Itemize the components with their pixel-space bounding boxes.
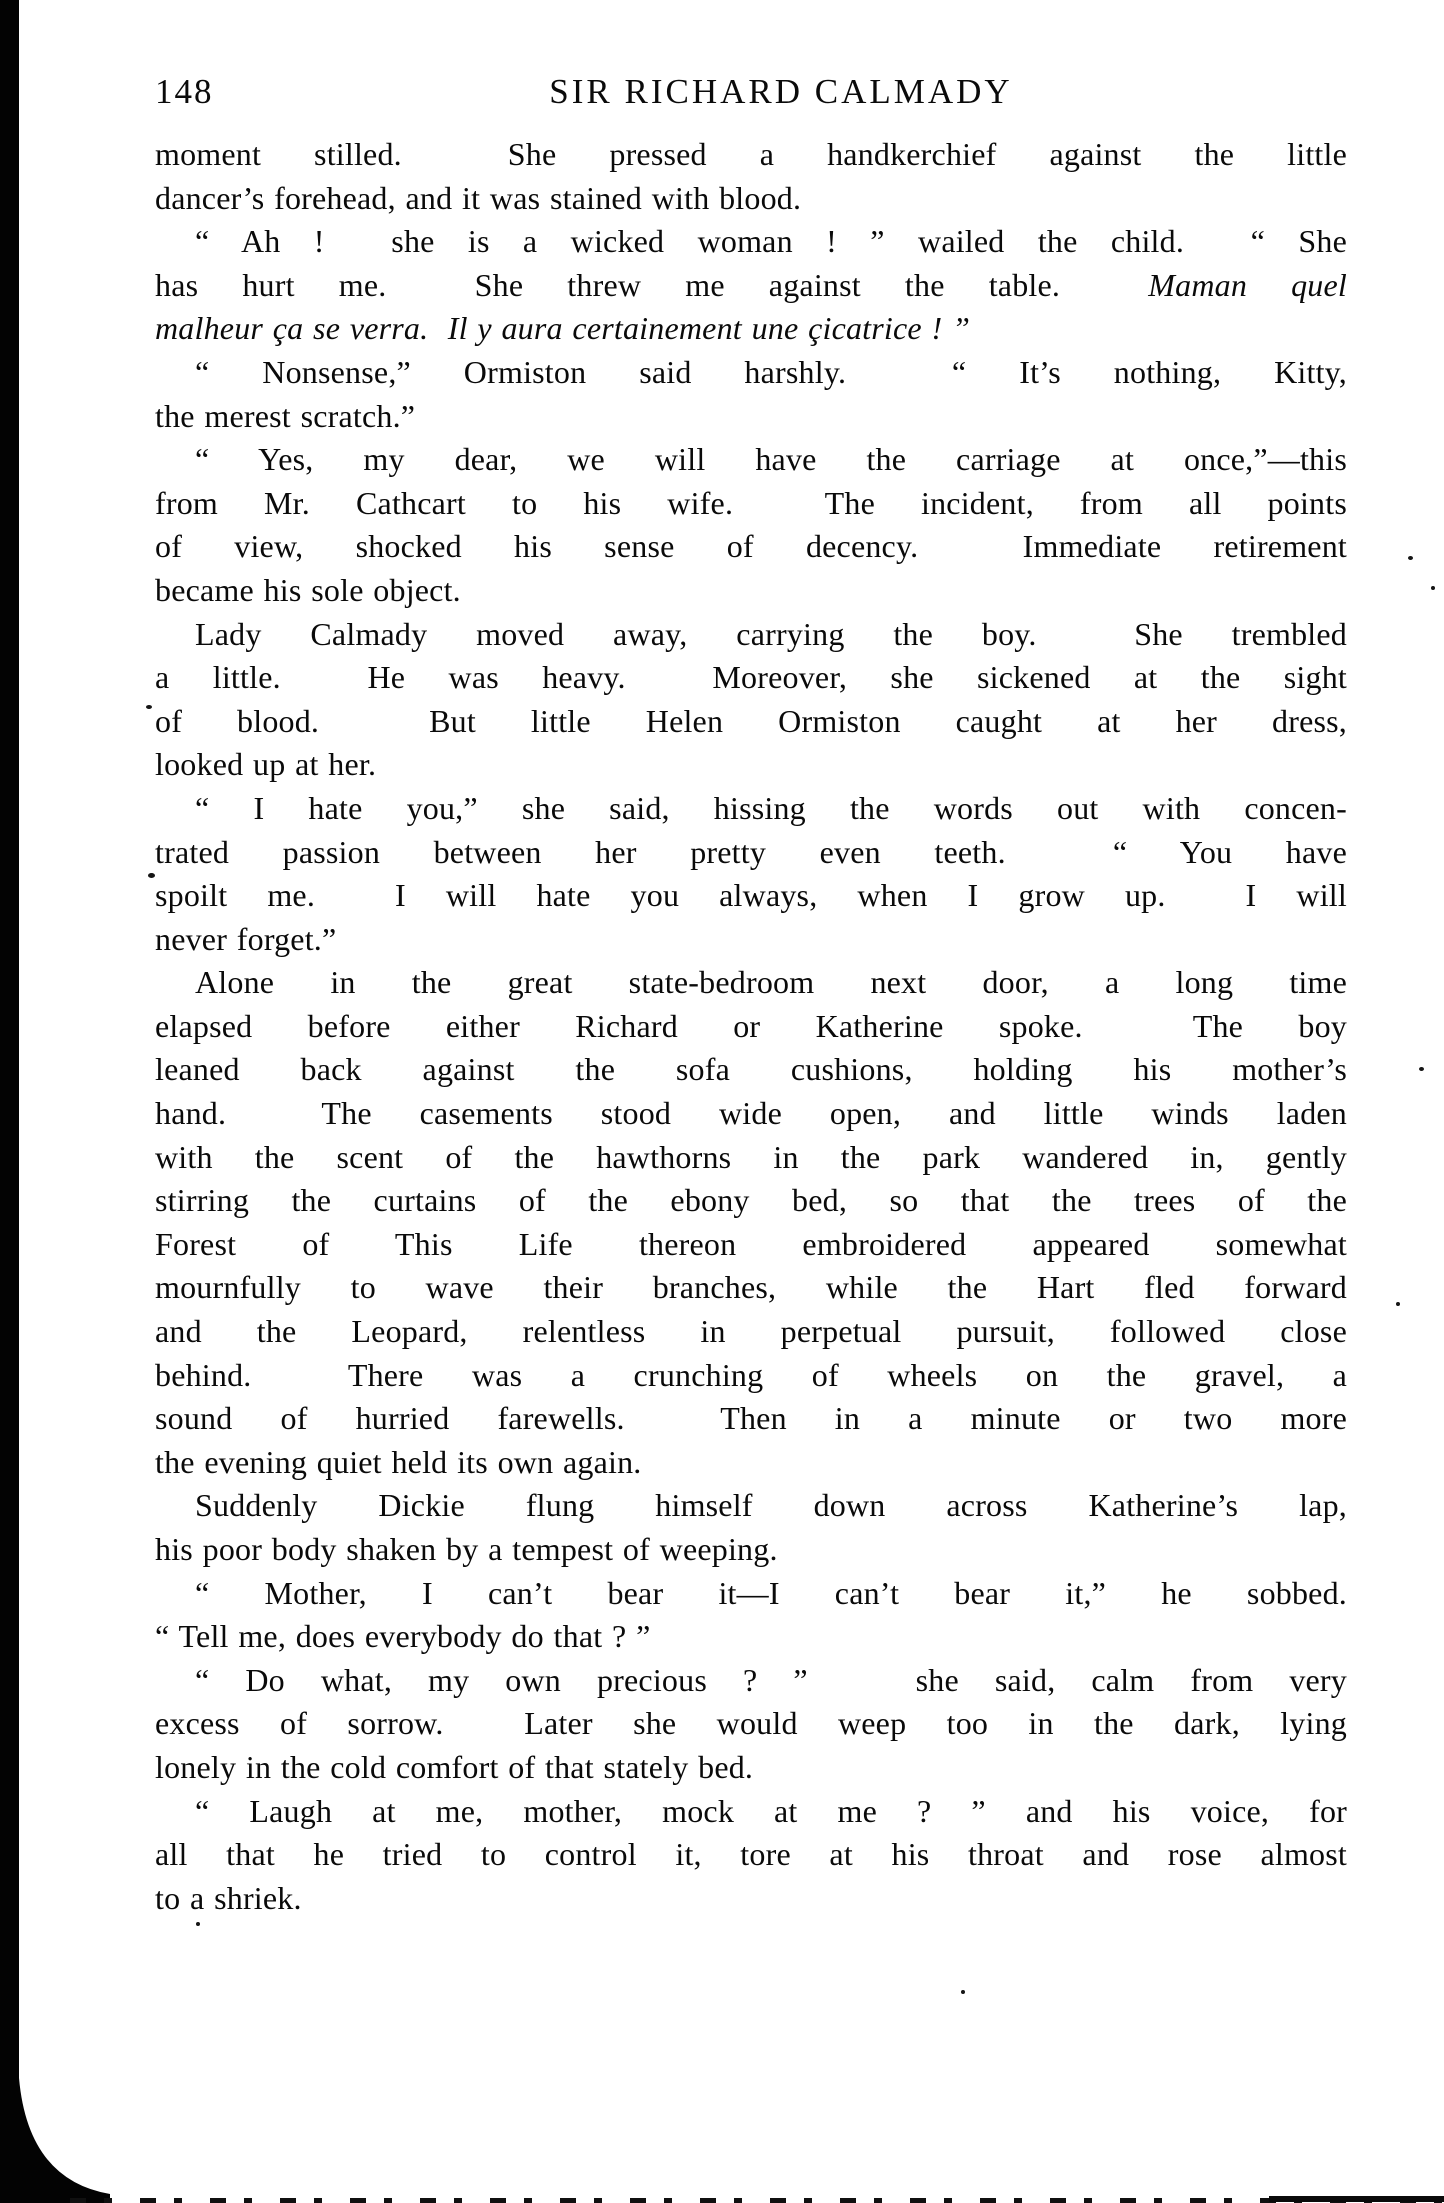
text-line: [155, 1136, 1347, 1180]
text-line: [155, 177, 1347, 221]
text-segment: spoilt me. I will hate you always, when I grow up. I will: [155, 877, 1347, 914]
text-segment: to a shriek.: [155, 1879, 302, 1916]
text-segment: from Mr. Cathcart to his wife. The incident, from all points: [155, 484, 1347, 521]
text-line: [155, 1746, 1347, 1790]
text-segment: and the Leopard, relentless in perpetual pursuit, followed close: [155, 1313, 1347, 1350]
scan-speck: [146, 705, 152, 709]
scan-edge-noise: [70, 2198, 1444, 2203]
text-segment: excess of sorrow. Later she would weep too in the dark, lying: [155, 1705, 1347, 1742]
scan-speck: [961, 1990, 965, 1994]
text-line: [155, 351, 1347, 395]
text-segment: mournfully to wave their branches, while the Hart fled forward: [155, 1269, 1347, 1306]
text-line: [155, 1223, 1347, 1267]
text-segment: a little. He was heavy. Moreover, she sickened at the sight: [155, 659, 1347, 696]
text-line: [155, 1702, 1347, 1746]
text-segment: trated passion between her pretty even teeth. “ You have: [155, 833, 1347, 870]
text-segment: dancer’s forehead, and it was stained with blood.: [155, 179, 802, 216]
text-line: [155, 1048, 1347, 1092]
scan-speck: [1396, 1302, 1400, 1306]
text-line: [155, 1877, 1347, 1921]
text-segment: “ I hate you,” she said, hissing the words out with concen-: [195, 789, 1347, 826]
scan-speck: [196, 1922, 200, 1926]
text-line: [155, 1615, 1347, 1659]
scan-speck: [1419, 1067, 1424, 1071]
text-line: [155, 1005, 1347, 1049]
text-line: [155, 1790, 1347, 1834]
text-segment: the evening quiet held its own again.: [155, 1443, 642, 1480]
text-line: [155, 743, 1347, 787]
text-segment: lonely in the cold comfort of that stately bed.: [155, 1748, 754, 1785]
scan-speck: [1408, 556, 1413, 560]
text-line: [155, 1310, 1347, 1354]
text-line: [155, 395, 1347, 439]
text-line: [155, 525, 1347, 569]
text-segment: elapsed before either Richard or Katherine spoke. The boy: [155, 1007, 1347, 1044]
text-segment: “ Yes, my dear, we will have the carriage at once,”—this: [195, 441, 1347, 478]
text-line: [155, 264, 1347, 308]
text-line: [155, 1354, 1347, 1398]
text-segment: became his sole object.: [155, 571, 461, 608]
text-segment: leaned back against the sofa cushions, holding his mother’s: [155, 1051, 1347, 1088]
text-line: [155, 961, 1347, 1005]
page-header: [155, 72, 1347, 118]
text-line: [155, 1397, 1347, 1441]
text-line: [155, 1528, 1347, 1572]
text-segment: never forget.”: [155, 920, 337, 957]
binding-corner-shadow: [0, 2078, 110, 2203]
text-line: [155, 918, 1347, 962]
text-segment: Suddenly Dickie flung himself down across Katherine’s lap,: [195, 1487, 1347, 1524]
text-segment: all that he tried to control it, tore at his throat and rose almost: [155, 1836, 1347, 1873]
text-segment: “ Ah ! she is a wicked woman ! ” wailed the child. “ She: [195, 223, 1347, 260]
text-line: [155, 1179, 1347, 1223]
page-number: 148: [155, 72, 214, 111]
text-line: [155, 656, 1347, 700]
text-line: [155, 1659, 1347, 1703]
text-segment: “ Mother, I can’t bear it—I can’t bear it,” he sobbed.: [195, 1574, 1347, 1611]
text-line: [155, 831, 1347, 875]
text-segment: of blood. But little Helen Ormiston caught at her dress,: [155, 702, 1347, 739]
text-segment: Lady Calmady moved away, carrying the boy. She trembled: [195, 615, 1347, 652]
text-segment: his poor body shaken by a tempest of weeping.: [155, 1531, 778, 1567]
text-block: [155, 133, 1347, 1920]
text-line: [155, 700, 1347, 744]
text-segment: stirring the curtains of the ebony bed, so that the trees of the: [155, 1182, 1347, 1219]
text-segment: Forest of This Life thereon embroidered appeared somewhat: [155, 1225, 1347, 1262]
text-segment: of view, shocked his sense of decency. Immediate retirement: [155, 528, 1347, 565]
text-line: [155, 220, 1347, 264]
text-segment: sound of hurried farewells. Then in a minute or two more: [155, 1400, 1347, 1437]
text-line: [155, 1266, 1347, 1310]
text-segment: moment stilled. She pressed a handkerchief against the little: [155, 136, 1347, 172]
text-line: [155, 569, 1347, 613]
text-segment: “ Do what, my own precious ? ” she said, calm from very: [195, 1661, 1347, 1698]
text-line: [155, 787, 1347, 831]
text-segment: behind. There was a crunching of wheels on the gravel, a: [155, 1356, 1347, 1393]
text-line: [155, 1833, 1347, 1877]
text-line: [155, 1092, 1347, 1136]
binding-shadow-edge: [0, 0, 19, 2203]
text-line: [155, 482, 1347, 526]
text-segment-italic: Maman quel: [1148, 266, 1348, 303]
running-title: SIR RICHARD CALMADY: [549, 72, 1013, 111]
text-line: [155, 1441, 1347, 1485]
text-segment: “ Tell me, does everybody do that ? ”: [155, 1618, 651, 1655]
text-segment: “ Nonsense,” Ormiston said harshly. “ It’s nothing, Kitty,: [195, 353, 1347, 390]
text-segment: has hurt me. She threw me against the table.: [155, 266, 1149, 303]
text-line: [155, 438, 1347, 482]
text-line: [155, 133, 1347, 177]
text-segment: with the scent of the hawthorns in the park wandered in, gently: [155, 1138, 1347, 1175]
text-line: [155, 613, 1347, 657]
text-segment: looked up at her.: [155, 746, 377, 783]
text-line: [155, 307, 1347, 351]
text-segment: the merest scratch.”: [155, 397, 416, 434]
scan-edge-noise-solid: [1269, 2196, 1444, 2202]
scan-speck: [1431, 586, 1435, 590]
text-segment: Alone in the great state-bedroom next door, a long time: [195, 964, 1347, 1001]
text-segment: hand. The casements stood wide open, and little winds laden: [155, 1095, 1347, 1132]
text-line: [155, 1572, 1347, 1616]
text-line: [155, 874, 1347, 918]
text-segment-italic: malheur ça se verra. Il y aura certainement une çicatrice ! ”: [155, 310, 971, 347]
text-segment: “ Laugh at me, mother, mock at me ? ” and his voice, for: [195, 1792, 1347, 1829]
text-line: [155, 1484, 1347, 1528]
scan-speck: [148, 873, 155, 878]
